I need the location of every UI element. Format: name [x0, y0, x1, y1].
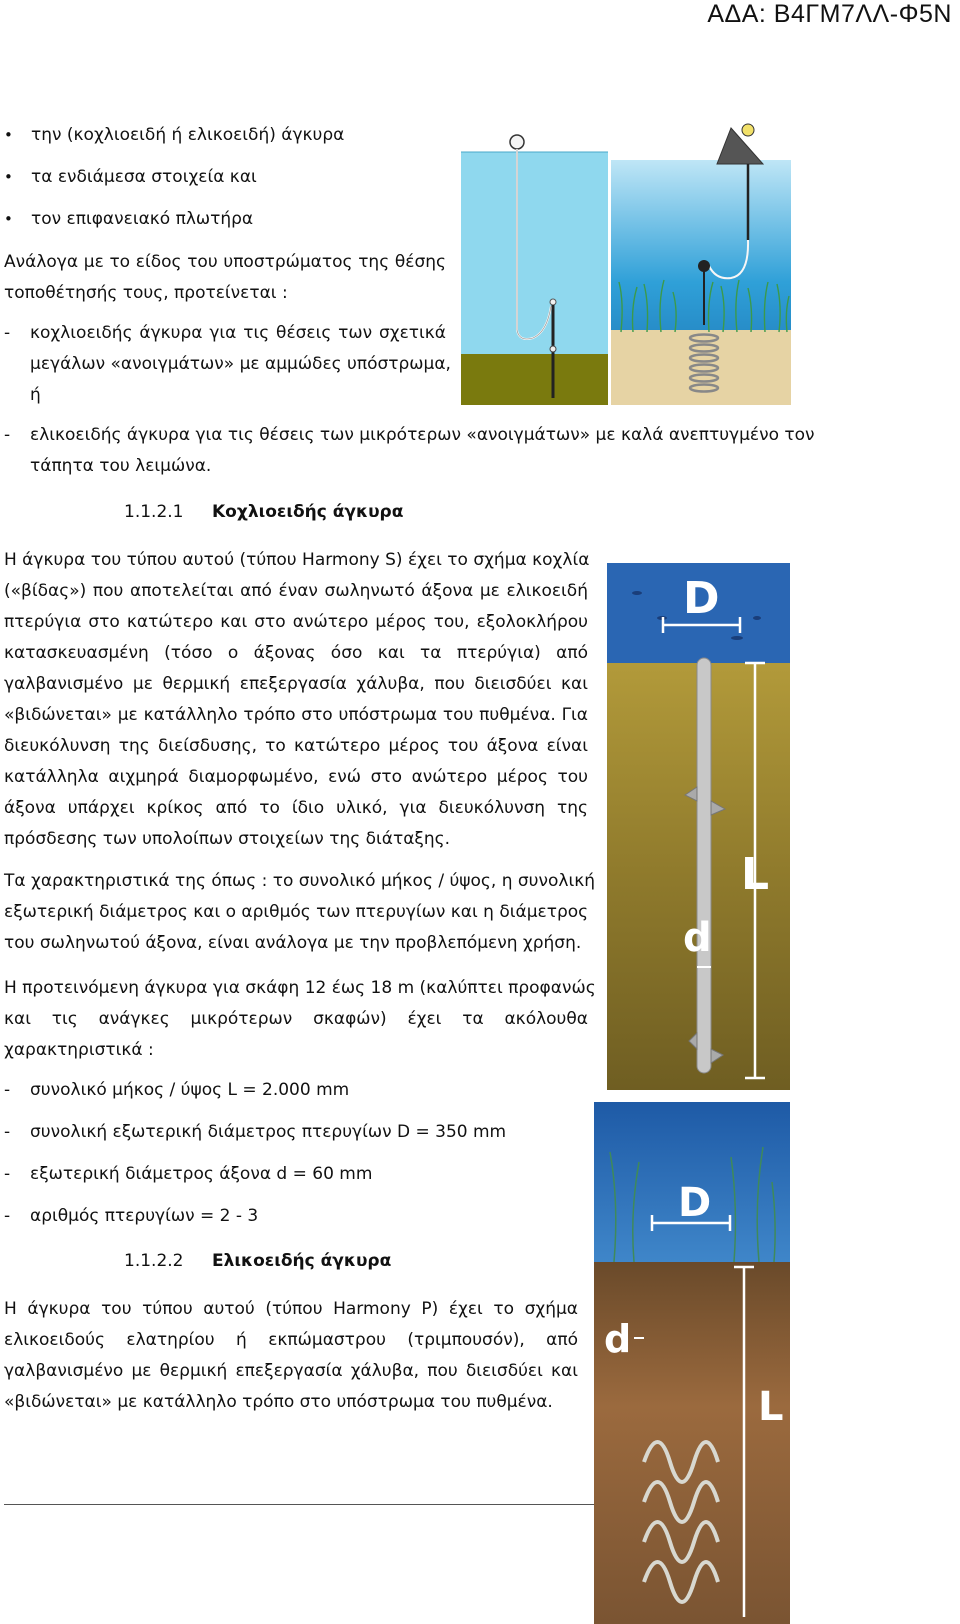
bullet-item: • την (κοχλιοειδή ή ελικοειδή) άγκυρα [4, 125, 345, 145]
section-heading-screw-anchor: 1.1.2.1 Κοχλιοειδής άγκυρα [124, 502, 404, 522]
screw-anchor-proposal: Η προτεινόμενη άγκυρα για σκάφη 12 έως 18 m (καλύπτει προφανώς και τις ανάγκες μικρότερων σκαφών) έχει τα ακόλουθα χαρακτηριστικά : [4, 978, 596, 1060]
bullet-item: • τα ενδιάμεσα στοιχεία και [4, 167, 257, 187]
label-L: L [741, 849, 770, 900]
spec-item-fin-count: - αριθμός πτερυγίων = 2 - 3 [4, 1206, 259, 1226]
screw-anchor-figure [607, 563, 790, 1090]
section-heading-helical-anchor: 1.1.2.2 Ελικοειδής άγκυρα [124, 1251, 392, 1271]
label-d: d [683, 915, 712, 961]
footnote-divider [4, 1504, 594, 1505]
helical-anchor-description: Η άγκυρα του τύπου αυτού (τύπου Harmony P) έχει το σχήμα ελικοειδούς ελατηρίου ή εκπώμαστρου (τριμπουσόν), από γαλβανισμένο με θερμική επεξεργασία χάλυβα, που διεισδύει και «βιδώνεται» με κατάλληλο τρόπο στο υπόστρωμα του πυθμένα. [4, 1299, 578, 1412]
sediment-layer [461, 354, 608, 405]
label-D: D [683, 573, 720, 624]
spec-item-length: - συνολικό μήκος / ύψος L = 2.000 mm [4, 1080, 350, 1100]
anchor-shaft [697, 658, 711, 1073]
bullet-item: • τον επιφανειακό πλωτήρα [4, 209, 254, 229]
bullet-icon: • [4, 126, 13, 144]
label-L: L [758, 1384, 784, 1430]
spec-item-fin-diameter: - συνολική εξωτερική διάμετρος πτερυγίων D = 350 mm [4, 1122, 507, 1142]
label-d: d [604, 1317, 632, 1361]
water-area [461, 152, 608, 354]
ada-header: ΑΔΑ: Β4ΓΜ7ΛΛ-Φ5Ν [707, 0, 952, 28]
screw-anchor-description: Η άγκυρα του τύπου αυτού (τύπου Harmony S) έχει το σχήμα κοχλία («βίδας») που αποτελείται από έναν σωληνωτό άξονα με ελικοειδή πτερύγια στο κατώτερο και στο ανώτερο μέρος του, εξολοκλήρου κατασκευασμένη (τόσο ο άξονας όσο και τα πτερύγια) από γαλβανισμένο με θερμική επεξεργασία χάλυβα, που διεισδύει και «βιδώνεται» με κατάλληλο τρόπο στο υπόστρωμα του πυθμένα. Για διευκόλυνση της διείσδυσης, το κατώτερο μέρος του άξονα είναι κατάλληλα αιχμηρά διαμορφωμένο, ενώ στο ανώτερο μέρος του άξονα υπάρχει κρίκος από το ίδιο υλικό, για διευκόλυνση της πρόσδεσης των υπολοίπων στοιχείων της διάταξης. [4, 550, 590, 849]
dash-item-helical-anchor: - ελικοειδής άγκυρα για τις θέσεις των μικρότερων «ανοιγμάτων» με καλά ανεπτυγμένο τον τάπητα του λειμώνα. [4, 425, 815, 476]
screw-anchor-characteristics: Τα χαρακτηριστικά της όπως : το συνολικό μήκος / ύψος, η συνολική εξωτερική διάμετρος και ο αριθμός των πτερυγίων και η διάμετρος του σωληνωτού άξονα, είναι ανάλογα με την προβλεπόμενη χρήση. [4, 871, 595, 953]
dash-item-screw-anchor: - κοχλιοειδής άγκυρα για τις θέσεις των σχετικά μεγάλων «ανοιγμάτων» με αμμώδες υπόστρωμα, ή [4, 323, 451, 405]
surface-buoy-icon [717, 128, 763, 164]
helical-anchor-figure [594, 1102, 790, 1624]
bullet-icon: • [4, 168, 13, 186]
intro-paragraph: Ανάλογα με το είδος του υποστρώματος της θέσης τοποθέτησής τους, προτείνεται : [4, 252, 446, 303]
spec-item-shaft-diameter: - εξωτερική διάμετρος άξονα d = 60 mm [4, 1164, 373, 1184]
label-D: D [678, 1180, 712, 1226]
bullet-icon: • [4, 210, 13, 228]
buoy-icon [510, 135, 524, 149]
mooring-diagram-figure [461, 120, 791, 405]
